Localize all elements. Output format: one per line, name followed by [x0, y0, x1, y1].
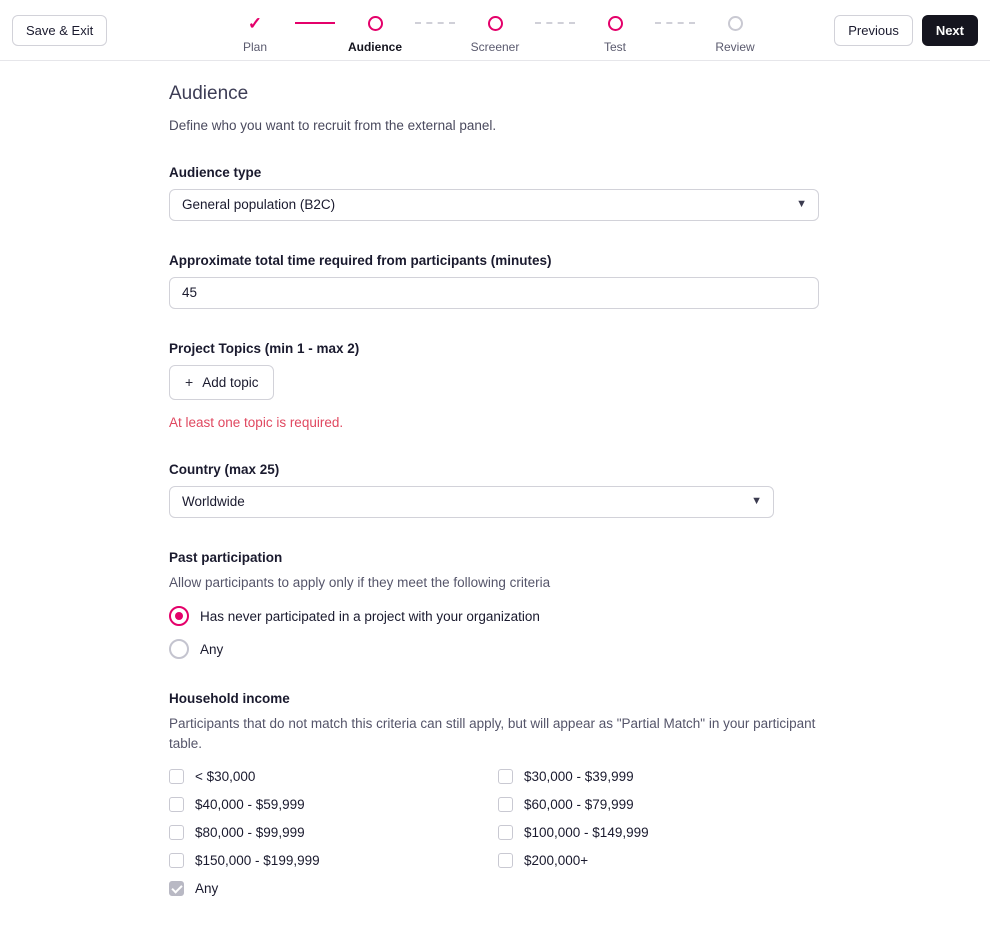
- circle-icon: [608, 16, 623, 31]
- chevron-down-icon: ▼: [796, 198, 807, 211]
- country-label: Country (max 25): [169, 461, 280, 477]
- checkbox-icon: [498, 853, 513, 868]
- radio-never-participated-label: Has never participated in a project with your organization: [200, 608, 540, 624]
- past-participation-label: Past participation: [169, 549, 283, 565]
- radio-never-participated[interactable]: [169, 606, 990, 626]
- checkbox-income-200k-plus[interactable]: [498, 853, 829, 868]
- step-screener[interactable]: [455, 8, 535, 53]
- checkbox-income-80k-99k[interactable]: [169, 825, 498, 840]
- time-required-group: [169, 253, 990, 309]
- circle-icon: [368, 16, 383, 31]
- household-income-label: Household income: [169, 691, 290, 707]
- radio-any-label: Any: [200, 641, 224, 657]
- page-subtitle: Define who you want to recruit from the external panel.: [169, 117, 497, 133]
- audience-type-value: General population (B2C): [182, 197, 336, 213]
- radio-icon: [169, 639, 189, 659]
- step-audience[interactable]: [335, 8, 415, 53]
- step-screener-label: Screener: [470, 40, 520, 54]
- audience-form: [0, 61, 990, 896]
- step-screener-mark: [488, 12, 503, 34]
- top-bar: [0, 0, 990, 61]
- top-bar-actions: [834, 0, 978, 61]
- audience-type-group: [169, 165, 990, 221]
- checkbox-icon: [498, 797, 513, 812]
- step-plan-label: Plan: [242, 40, 268, 54]
- connector-plan-audience: [295, 22, 335, 24]
- step-review-label: Review: [715, 40, 755, 54]
- checkbox-label: $150,000 - $199,999: [195, 853, 320, 869]
- connector-screener-test: [535, 22, 575, 24]
- chevron-down-icon: ▼: [751, 495, 762, 508]
- connector-test-review: [655, 22, 695, 24]
- checkbox-label: < $30,000: [195, 769, 256, 785]
- household-income-group: [169, 691, 990, 896]
- checkbox-label: $30,000 - $39,999: [524, 769, 634, 785]
- checkbox-income-30k-39k[interactable]: [498, 769, 829, 784]
- country-group: [169, 462, 990, 518]
- past-participation-group: [169, 550, 990, 660]
- next-button[interactable]: Next: [922, 15, 978, 46]
- country-value: Worldwide: [182, 494, 245, 510]
- save-and-exit-button[interactable]: Save & Exit: [12, 15, 107, 46]
- connector-audience-screener: [415, 22, 455, 24]
- time-required-input[interactable]: [169, 277, 819, 309]
- checkbox-icon: [169, 853, 184, 868]
- checkbox-income-60k-79k[interactable]: [498, 797, 829, 812]
- checkbox-icon-checked: [169, 881, 184, 896]
- household-income-helper: Participants that do not match this criteria can still apply, but will appear as "Partial Match" in your participant table.: [169, 716, 816, 751]
- checkbox-income-100k-149k[interactable]: [498, 825, 829, 840]
- time-required-value: 45: [182, 285, 198, 301]
- checkbox-label: $60,000 - $79,999: [524, 797, 634, 813]
- time-required-label: Approximate total time required from participants (minutes): [169, 252, 552, 268]
- checkbox-income-40k-59k[interactable]: [169, 797, 498, 812]
- checkbox-icon: [498, 825, 513, 840]
- checkbox-icon: [169, 797, 184, 812]
- add-topic-label: Add topic: [202, 374, 259, 390]
- previous-button[interactable]: Previous: [834, 15, 913, 46]
- circle-icon: [728, 16, 743, 31]
- past-participation-helper: Allow participants to apply only if they meet the following criteria: [169, 574, 551, 590]
- plus-icon: +: [185, 374, 194, 391]
- project-topics-label: Project Topics (min 1 - max 2): [169, 340, 360, 356]
- topics-error-message: At least one topic is required.: [169, 414, 344, 430]
- step-review-mark: [728, 12, 743, 34]
- checkbox-income-any[interactable]: [169, 881, 829, 896]
- step-audience-mark: [368, 12, 383, 34]
- household-income-options: [169, 769, 829, 896]
- step-audience-label: Audience: [347, 40, 402, 54]
- radio-any[interactable]: [169, 639, 990, 659]
- checkbox-label: $80,000 - $99,999: [195, 825, 305, 841]
- checkbox-income-under-30k[interactable]: [169, 769, 498, 784]
- audience-type-label: Audience type: [169, 164, 262, 180]
- checkbox-label: Any: [195, 881, 219, 897]
- page-title: Audience: [169, 83, 249, 104]
- checkbox-icon: [169, 769, 184, 784]
- checkbox-label: $100,000 - $149,999: [524, 825, 649, 841]
- project-topics-group: [169, 341, 990, 430]
- checkbox-label: $200,000+: [524, 853, 589, 869]
- country-select[interactable]: [169, 486, 774, 518]
- checkbox-icon: [169, 825, 184, 840]
- audience-type-select[interactable]: [169, 189, 819, 221]
- step-review[interactable]: [695, 8, 775, 53]
- step-plan-mark: [248, 12, 262, 34]
- checkbox-label: $40,000 - $59,999: [195, 797, 305, 813]
- add-topic-button[interactable]: [169, 365, 274, 400]
- radio-icon-selected: [169, 606, 189, 626]
- step-test[interactable]: [575, 8, 655, 53]
- step-test-mark: [608, 12, 623, 34]
- check-icon: ✓: [247, 13, 263, 33]
- checkbox-icon: [498, 769, 513, 784]
- step-plan[interactable]: [215, 8, 295, 53]
- checkbox-income-150k-199k[interactable]: [169, 853, 498, 868]
- step-test-label: Test: [603, 40, 626, 54]
- circle-icon: [488, 16, 503, 31]
